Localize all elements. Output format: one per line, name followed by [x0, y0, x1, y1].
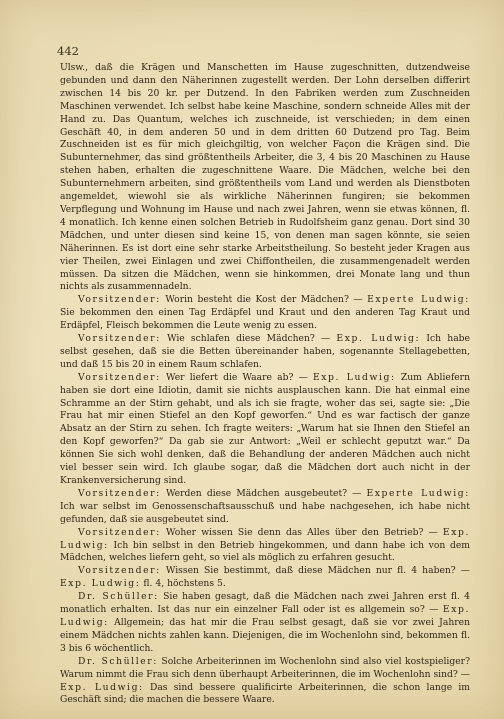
paragraph — [60, 372, 470, 488]
paragraph-text: Ich habe selbst gesehen, daß sie die Betten übereinander haben, sogenannte Stellagebetten, und daß 15 bis 20 in einem Raum schlafen. — [60, 333, 470, 370]
paragraph-text: Wissen Sie bestimmt, daß diese Mädchen nur fl. 4 haben? — — [160, 565, 470, 577]
page-number: 442 — [57, 44, 79, 58]
paragraph-text: Sie bekommen den einen Tag Erdäpfel und Kraut und den anderen Tag Kraut und Erdäpfel, Fleisch bekommen die Leute wenig zu essen. — [60, 307, 470, 332]
paragraph — [60, 488, 470, 527]
paragraph-text: Woher wissen Sie denn das Alles über den Betrieb? — — [160, 526, 443, 538]
speaker-label: Vorsitzender: — [78, 371, 161, 383]
speaker-label: Experte Ludwig: — [366, 487, 470, 499]
paragraph — [60, 62, 470, 294]
paragraph-text: Wie schlafen diese Mädchen? — — [160, 333, 337, 345]
paragraph-text: Zum Abliefern haben sie dort eine Idiotin, damit sie nichts ausplauschen kann. Die hat einmal eine Schramme an der Stirn gehabt, und als ich sie fragte, woher das sei, sagte sie: „Die Frau hat mir einen Stiefel an den Kopf geworfen.“ Und es war factisch der ganze Absatz an der Stirn zu sehen. Ich fragte weiters: „Warum hat sie Ihnen den Stiefel an den Kopf geworfen?“ Da gab sie zur Antwort: „Weil er schlecht geputzt war.“ Da können Sie sich wohl denken, daß die Behandlung der anderen Mädchen auch nicht viel besser sein wird. Ich glaube sogar, daß die Mädchen dort auch nicht in der Krankenversicherung sind. — [60, 371, 470, 486]
paragraph-text: Allgemein; das hat mir die Frau selbst gesagt, daß sie vor zwei Jahren einem Mädchen nichts zahlen kann. Diejenigen, die im Wochenlohn sind, bekommen fl. 3 bis 6 wöchentlich. — [60, 616, 470, 654]
paragraph-text: Werden diese Mädchen ausgebeutet? — — [160, 487, 367, 499]
paragraph-text: Solche Arbeiterinnen im Wochenlohn sind also viel kostspieliger? Warum nimmt die Frau sich denn überhaupt Arbeiterinnen, die im Wochenlohn sind? — — [60, 655, 470, 680]
paragraph — [60, 527, 470, 566]
paragraph — [60, 656, 470, 708]
speaker-label: Exp. Ludwig: — [60, 526, 470, 551]
paragraph-text: Wer liefert die Waare ab? — — [160, 371, 313, 383]
paragraph-text: Worin besteht die Kost der Mädchen? — — [160, 294, 368, 306]
speaker-label: Exp. Ludwig: — [60, 604, 470, 628]
paragraph — [60, 333, 470, 372]
paragraph — [60, 591, 470, 656]
paragraph-text: Ich bin selbst in den Betrieb hingekommen, und dann habe ich von dem Mädchen, welches liefern geht, so viel als möglich zu erfahren gesucht. — [60, 539, 470, 564]
paragraph — [60, 294, 470, 333]
speaker-label: Vorsitzender: — [78, 565, 161, 577]
paragraph-text: fl. 4, höchstens 5. — [140, 578, 226, 590]
speaker-label: Dr. Schüller: — [78, 655, 158, 667]
speaker-label: Vorsitzender: — [78, 487, 161, 499]
speaker-label: Experte Ludwig: — [367, 294, 470, 306]
speaker-label: Exp. Ludwig: — [312, 371, 396, 383]
paragraph-text: Ulsw., daß die Krägen und Manschetten im Hause zugeschnitten, dutzendweise gebunden und dann den Näherinnen zugestellt werden. Der Lohn derselben differirt zwischen 14 bis 20 kr. per Dutzend. In den Fabriken werden zum Zuschneiden Maschinen verwendet. Ich selbst habe keine Maschine, sondern schneide Alles mit der Hand zu. Das Quantum, welches ich zuschneide, ist verschieden; in dem einen Geschäft 40, in dem anderen 50 und in dem dritten 60 Dutzend pro Tag. Beim Zuschneiden ist es für mich gleichgiltig, von welcher Façon die Krägen sind. Die Subunternehmer, das sind größtentheils Arbeiter, die 3, 4 bis 20 Maschinen zu Hause stehen haben, erhalten die zugeschnittene Waare. Die Mädchen, welche bei den Subunternehmern arbeiten, sind größtentheils vom Land und werden als Dienstboten angemeldet, wiewohl sie als wirkliche Näherinnen fungiren; sie bekommen Verpflegung und Wohnung im Hause und nach zwei Jahren, wenn sie etwas können, fl. 4 monatlich. Ich kenne einen solchen Betrieb in Rudolfsheim ganz genau. Dort sind 30 Mädchen, und unter diesen sind keine 15, von denen man sagen könnte, sie seien Näherinnen. Es ist dort eine sehr starke Arbeitstheilung. So besteht jeder Kragen aus vier Theilen, zwei Einlagen und zwei Chiffontheilen, die zusammengenadelt werden müssen. Da sitzen die Mädchen, wenn sie hinkommen, drei Monate lang und thun nichts als zusammennadeln. — [60, 62, 470, 293]
body-text — [60, 62, 470, 707]
speaker-label: Dr. Schüller: — [78, 591, 159, 603]
paragraph-text: Sie haben gesagt, daß die Mädchen nach zwei Jahren erst fl. 4 monatlich erhalten. Ist das nur ein einzelner Fall oder ist es allgemein so? — — [60, 591, 471, 616]
paragraph-text: Das sind bessere qualificirte Arbeiterinnen, die schon lange im Geschäft sind; die machen die bessere Waare. — [60, 681, 470, 706]
speaker-label: Vorsitzender: — [78, 333, 161, 345]
speaker-label: Vorsitzender: — [78, 526, 161, 538]
speaker-label: Exp. Ludwig: — [60, 578, 141, 590]
speaker-label: Vorsitzender: — [78, 294, 161, 306]
paragraph-text: Ich war selbst im Genossenschaftsausschuß und habe nachgesehen, ich habe nicht gefunden, daß sie ausgebeutet sind. — [60, 500, 470, 525]
speaker-label: Exp. Ludwig: — [336, 333, 421, 345]
speaker-label: Exp. Ludwig: — [60, 681, 144, 693]
paragraph — [60, 565, 470, 591]
